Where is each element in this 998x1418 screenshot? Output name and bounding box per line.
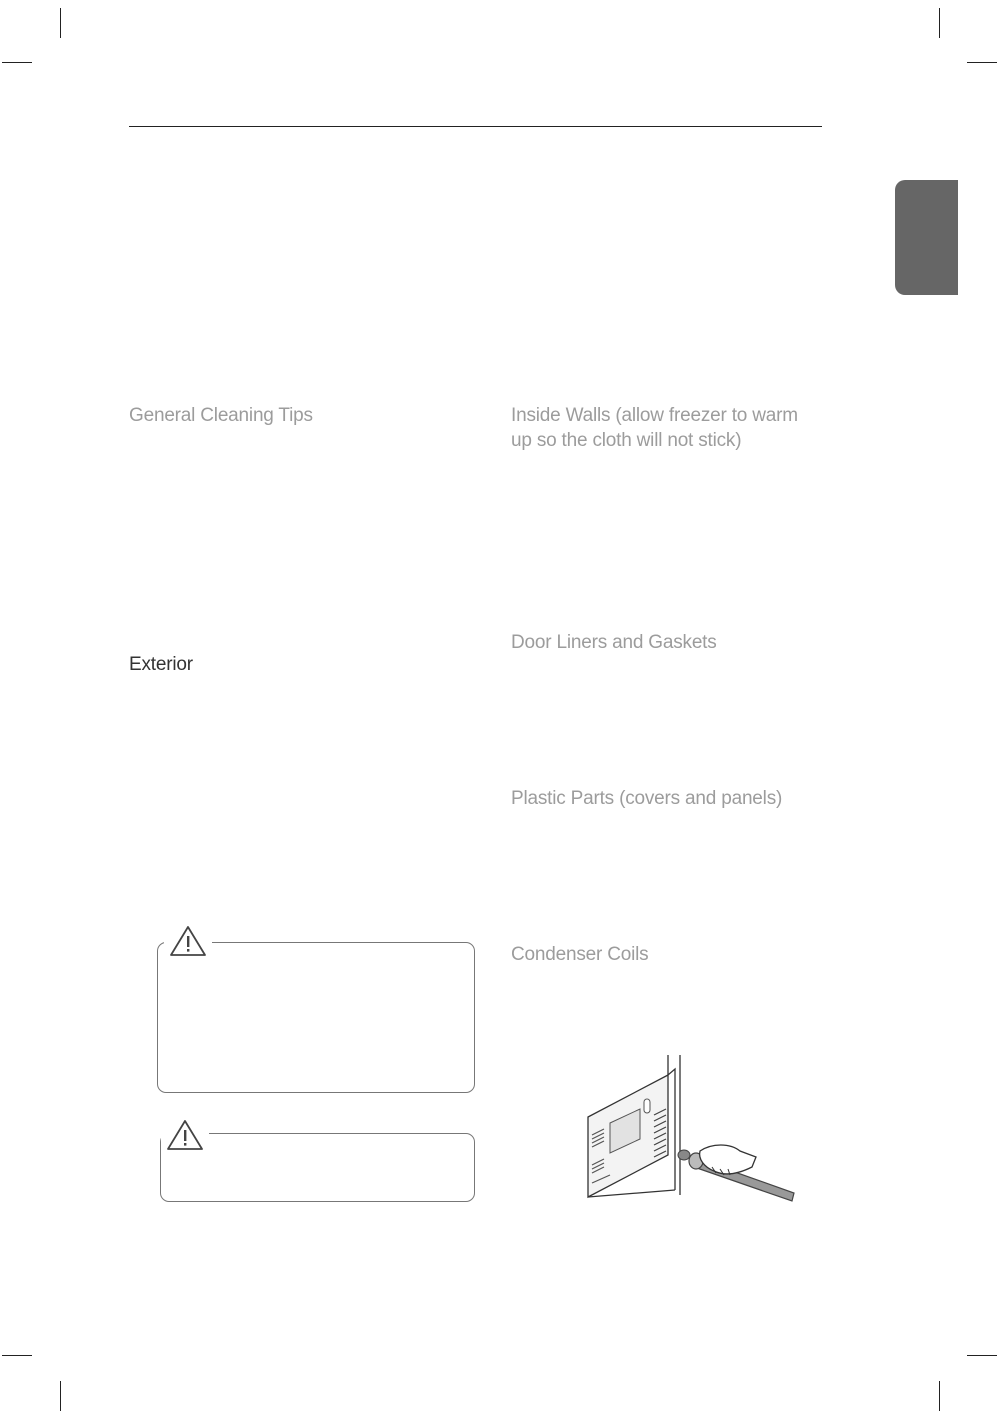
heading-exterior: Exterior bbox=[129, 654, 193, 675]
heading-general-cleaning-tips: General Cleaning Tips bbox=[129, 405, 313, 426]
heading-door-liners: Door Liners and Gaskets bbox=[511, 632, 717, 653]
header-rule bbox=[129, 126, 822, 127]
section-tab bbox=[895, 180, 958, 295]
crop-mark bbox=[2, 1355, 32, 1356]
crop-mark bbox=[939, 8, 940, 38]
heading-condenser-coils: Condenser Coils bbox=[511, 944, 649, 965]
heading-inside-walls-line1: Inside Walls (allow freezer to warm bbox=[511, 405, 798, 426]
heading-inside-walls-line2: up so the cloth will not stick) bbox=[511, 430, 742, 451]
crop-mark bbox=[939, 1381, 940, 1411]
warning-box bbox=[157, 942, 475, 1093]
crop-mark bbox=[2, 62, 32, 63]
crop-mark bbox=[60, 8, 61, 38]
vacuum-condenser-coils-illustration bbox=[580, 1055, 800, 1210]
crop-mark bbox=[60, 1381, 61, 1411]
warning-triangle-icon bbox=[164, 924, 212, 963]
crop-mark bbox=[967, 62, 997, 63]
crop-mark bbox=[967, 1355, 997, 1356]
warning-triangle-icon bbox=[161, 1118, 209, 1157]
heading-inside-walls bbox=[511, 403, 798, 453]
heading-plastic-parts: Plastic Parts (covers and panels) bbox=[511, 788, 783, 809]
